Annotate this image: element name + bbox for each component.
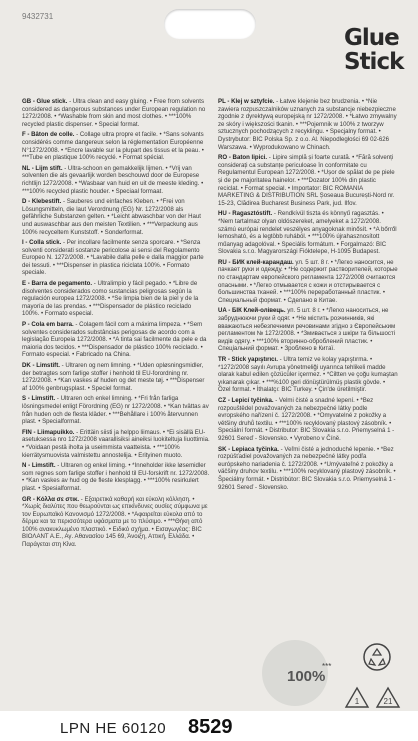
entry-heading: TR - Stick yapıştırıcı. xyxy=(218,356,278,363)
entry-text: - Ultra-schoon en gemakkelijk lijmen. • *Vrij van solventen die als gevaarlijk worden beschouwd door de Europese richtlijn 1272/2008. • *Wasbaar van huid en uit de meeste kleding. • ***100% recycled plastic houder. • Speciaal formaat. xyxy=(22,164,204,195)
language-entry xyxy=(218,154,398,207)
language-entry xyxy=(22,239,210,277)
language-entry xyxy=(22,321,210,359)
entry-heading: RU - БИК клей-карандаш. xyxy=(218,258,294,266)
product-code: 9432731 xyxy=(22,12,54,21)
language-entry xyxy=(218,307,398,353)
entry-text: - Veľmi čisté a jednoduché lepenie. • *Bez rozpúšťadiel považovaných za nebezpečné látky podľa európskeho nariadenia č. 1272/2008. • *Umývateľné z pokožky a väčšiny druhov textilu. • ***100% recyklovaný plastový zásobník. • Špeciálny formát. • Distribútor: BIC Slovakia s.r.o. Priemyselná 1 - 92601 Sereď - Slovensko. xyxy=(218,445,396,491)
language-entry xyxy=(218,98,398,151)
language-entry xyxy=(22,198,210,236)
glue-stick-logo xyxy=(344,26,414,74)
language-entry xyxy=(22,429,210,459)
entry-heading: CZ - Lepicí tyčinka. xyxy=(218,396,274,404)
entry-heading: GB - Glue stick. xyxy=(22,98,68,105)
entry-text: - Łatwe klejenie bez brudzenia. • *Nie zawiera rozpuszczalników uznanych za substancje niebezpieczne zgodnie z dyrektywą europejską nr 1272/2008. • *Łatwo zmywalny ze skóry i większości tkanin. • ***Pojemnik w 100% z tworzyw sztucznych pochodzących z recyklingu. • Specjalny format. • Dystrybutor: BIC Polska Sp. z o.o. Al. Niepodległości 69 02-626 Warszawa. • Wyprodukowano w Chinach. xyxy=(218,98,397,151)
recycle-circle-icon xyxy=(362,642,392,672)
entry-text: - Lipire simplă și foarte curată. • *Fără solvenți considerați ca substanțe periculoase în conformitate cu Regulamentul European 1272/2008. • *Ușor de spălat de pe piele și de pe majoritatea hainelor. • ***Dozator 100% din plastic reciclat. • Format special. • Importator: BIC ROMANIA MARKETING & DISTRIBUTION SRL Șoseaua București-Nord nr. 15-23, Clădirea Bucharest Business Park, jud. Ilfov. xyxy=(218,154,395,207)
svg-text:21: 21 xyxy=(383,697,393,706)
language-entry xyxy=(218,259,398,305)
entry-text: - Velmi čisté a snadné lepení. • *Bez rozpouštědel považovaných za nebezpečné látky podle evropského nařízení č. 1272/2008. • *Omyvatelné z pokožky a většiny druhů textilu. • ***100% recyklovaný plastový zásobník. • Speciální formát. • Distributor: BIC Slovakia s.r.o. Priemyselná 1 - 92601 Sereď - Slovensko. • Vyrobeno v Číně. xyxy=(218,396,395,442)
language-entry xyxy=(218,356,398,394)
entry-heading: F - Bâton de colle. xyxy=(22,131,75,139)
entry-text: ул. 5 шт. 8 г. • *Легко наносится, не пачкает руки и одежду. • *Не содержит растворителей, которые по стандартам европейского регламента 1272/2008 считаются опасными. • *Легко отмывается с кожи и отстирывается с большинства тканей. • ***100% переработанный пластик. • Специальный формат. • Сделано в Китае. xyxy=(218,258,398,304)
language-entry xyxy=(218,397,398,443)
entry-text: - Ultra temiz ve kolay yapıştırma. • *1272/2008 sayılı Avrupa yönetmeliği uyarınca tehlikeli madde olarak kabul edilen çözücüler içermez. • *Ciltten ve çoğu kumaştan yıkanarak çıkar. • ***%100 geri dönüştürülmüş plastik gövde. • Özel format. • İthalatçı: BIC Turkey. • Çin'de üretilmiştir. xyxy=(218,356,398,394)
entry-text: - Sauberes und einfaches Kleben. • *Frei von Lösungsmitteln, die laut Verordnung (EG) Nr. 1272/2008 als gefährliche Substanzen gelten. • *Leicht abwaschbar von der Haut und auswaschbar aus den meisten Textilien. • ***Verpackung aus 100% recyceltem Kunststoff. • Sonderformat. xyxy=(22,198,201,236)
svg-text:1: 1 xyxy=(354,697,360,706)
language-entry xyxy=(22,496,210,549)
entry-heading: N - Limstift. xyxy=(22,462,56,470)
entry-heading: D - Klebestift. xyxy=(22,198,62,206)
language-entry xyxy=(218,446,398,492)
language-entry xyxy=(22,280,210,318)
entry-heading: FIN - Liimapuikko. xyxy=(22,428,75,436)
entry-text: - Ultraren och enkel limning. • *Fri från farliga lösningsmedel enligt Förordning (EG) nr 1272/2008. • *Kan tvättas av från huden och de flesta kläder. • ***Behållare i 100% återvunnen plast. • Specialformat. xyxy=(22,395,209,426)
left-text-column xyxy=(22,98,210,552)
hang-hole xyxy=(164,9,256,39)
entry-heading: DK - Limstift. xyxy=(22,362,60,369)
pet-recycle-icon xyxy=(344,686,370,710)
pap-recycle-icon xyxy=(375,686,401,710)
language-entry xyxy=(22,131,210,161)
entry-heading: GR - Κόλλα σε στικ. xyxy=(22,495,80,503)
entry-text: - Collage ultra propre et facile. • *Sans solvants considérés comme dangereux selon la réglementation Européenne N°1272/2008. • *Encre lavable sur la plupart des tissus et la peau. • ***Tube en plastique 100% recyclé. • Format spécial. xyxy=(22,131,204,162)
entry-heading: SK - Lepiaca tyčinka. xyxy=(218,445,279,453)
recycled-percent: 100% xyxy=(287,668,326,685)
entry-heading: S - Limstift. xyxy=(22,395,56,403)
entry-heading: I - Colla stick. xyxy=(22,239,62,247)
entry-text: - Erittäin siisti ja helppo liimaus. • *Ei sisällä EU-asetuksessa nro 1272/2008 vaarallisiksi aineiksi luokiteltuja liuottimia. • *Voidaan pestä iholta ja useimmista vaatteista. • ***100% kierrätysmuovista valmistettu annostelija. • Erityinen muoto. xyxy=(22,428,210,459)
lpn-prefix: LPN HE 60120 xyxy=(60,720,167,737)
entry-text: уп. 5 шт. 8 г. • *Легко наноситься, не забруднюючи руки й одяг. • *Не містить розчинників, які вважаються небезпечними речовинами згідно з Європейським регламентом № 1272/2008. • *Змивається з шкіри та більшості видів одягу. • ***100% вторинно-оброблений пластик. • Спеціальний формат. • Зроблено в Китаї. xyxy=(218,307,396,353)
entry-heading: PL - Klej w sztyfcie. xyxy=(218,98,275,105)
right-text-column xyxy=(218,98,398,494)
entry-heading: RO - Baton lipici. xyxy=(218,154,268,162)
entry-heading: P - Cola em barra. xyxy=(22,321,74,329)
entry-text: - Ultra clean and easy gluing. • Free from solvents considered as dangerous substances under European regulation no 1272/2008. • *Washable from skin and most clothes. • ***100% recycled plastic dispenser. • Special format. xyxy=(22,98,206,128)
entry-heading: HU - Ragasztóstift. xyxy=(218,210,273,218)
logo-line-2: Stick xyxy=(344,49,404,75)
entry-text: - Rendkívül tiszta és könnyű ragasztás. • *Nem tartalmaz olyan oldószereket, amelyeket a 1272/2008. számú európai rendelet veszélyes anyagoknak minősít. • *A bőrről lemosható, és a legtöbb ruhából. • ***100% újrahasznosított műanyag adagolóval. • Speciális formátum. • Forgalmazó: BIC Slovakia s.r.o. Magyarországi Fióktelepe, H-1095 Budapest. xyxy=(218,210,397,256)
language-entry xyxy=(22,395,210,425)
entry-text: - Ultraren og nem limning. • *Uden opløsningsmidler, der betragtes som farlige stoffer i henhold til EU-forordning nr. 1272/2008. • *Kan vaskes af huden og det meste tøj. • ***Dispenser af 100% genbrugsplast. • Speciel format. xyxy=(22,362,205,392)
lpn-suffix: 8529 xyxy=(188,716,233,738)
logo-line-1: Glue xyxy=(344,25,399,51)
language-entry xyxy=(22,98,210,128)
entry-heading: E - Barra de pegamento. xyxy=(22,280,93,288)
language-entry xyxy=(22,362,210,392)
entry-heading: NL - Lijm stift. xyxy=(22,164,63,172)
entry-text: - Per incollare facilmente senza sporcare. • *Senza solventi considerati sostanze pericolose ai sensi del Regolamento Europeo N. 1272/2008. • *Lavabile dalla pelle e dalla maggior parte dei tessuti. • ***Dispenser in plastica riciclata 100%. • Formato speciale. xyxy=(22,239,204,277)
entry-text: - Ultraren og enkel liming. • *Inneholder ikke løsemidler som regnes som farlige stoffer i henhold til EU-forskrift nr. 1272/2008. • *Kan vaskes av hud og de fleste klesplagg. • ***100% resirkulert plast. • Spesialformat. xyxy=(22,462,210,492)
entry-text: - Colagem fácil com a máxima limpeza. • *Sem solventes considerados substâncias perigosas de acordo com a legislação Europeia 1272/2008. • *A tinta sai facilmente da pele e da maioria dos tecidos. • ***Dispensador de plástico 100% reciclado. • Formato especial. • Fabricado na China. xyxy=(22,321,207,359)
entry-heading: UA - БІК Клей-олівець. xyxy=(218,307,286,315)
entry-text: - Εξαιρετικά καθαρή και εύκολη κόλληση. • *Χωρίς διαλύτες που θεωρούνται ως επικίνδυνες ουσίες σύμφωνα με τον Ευρωπαϊκό Κανονισμό 1272/2008. • *Αφαιρείται εύκολα από το δέρμα και τα περισσότερα υφάσματα με το πλύσιμο. • ***Θήκη από 100% ανακυκλωμένο πλαστικό. • Ειδικό σχήμα. • Εισαγωγέας: ΒΙC ΒΙΟΛΑΝΤ Α.Ε., Αγ. Αθανασίου 145 69, Άνοιξη, Αττική, Ελλάδα. • Παράγεται στη Κίνα. xyxy=(22,495,208,549)
language-entry xyxy=(22,462,210,492)
language-entry xyxy=(218,210,398,256)
entry-text: - Ultralimpio y fácil pegado. • *Libre de disolventes considerados como sustancias peligrosas según la regulación europea 1272/2008. • *Se limpia bien de la piel y de la mayoría de las prendas. • ***Dispensador de plástico reciclado 100%. • Formato especial. xyxy=(22,280,199,318)
recycled-stars: *** xyxy=(322,662,332,671)
language-entry xyxy=(22,165,210,195)
